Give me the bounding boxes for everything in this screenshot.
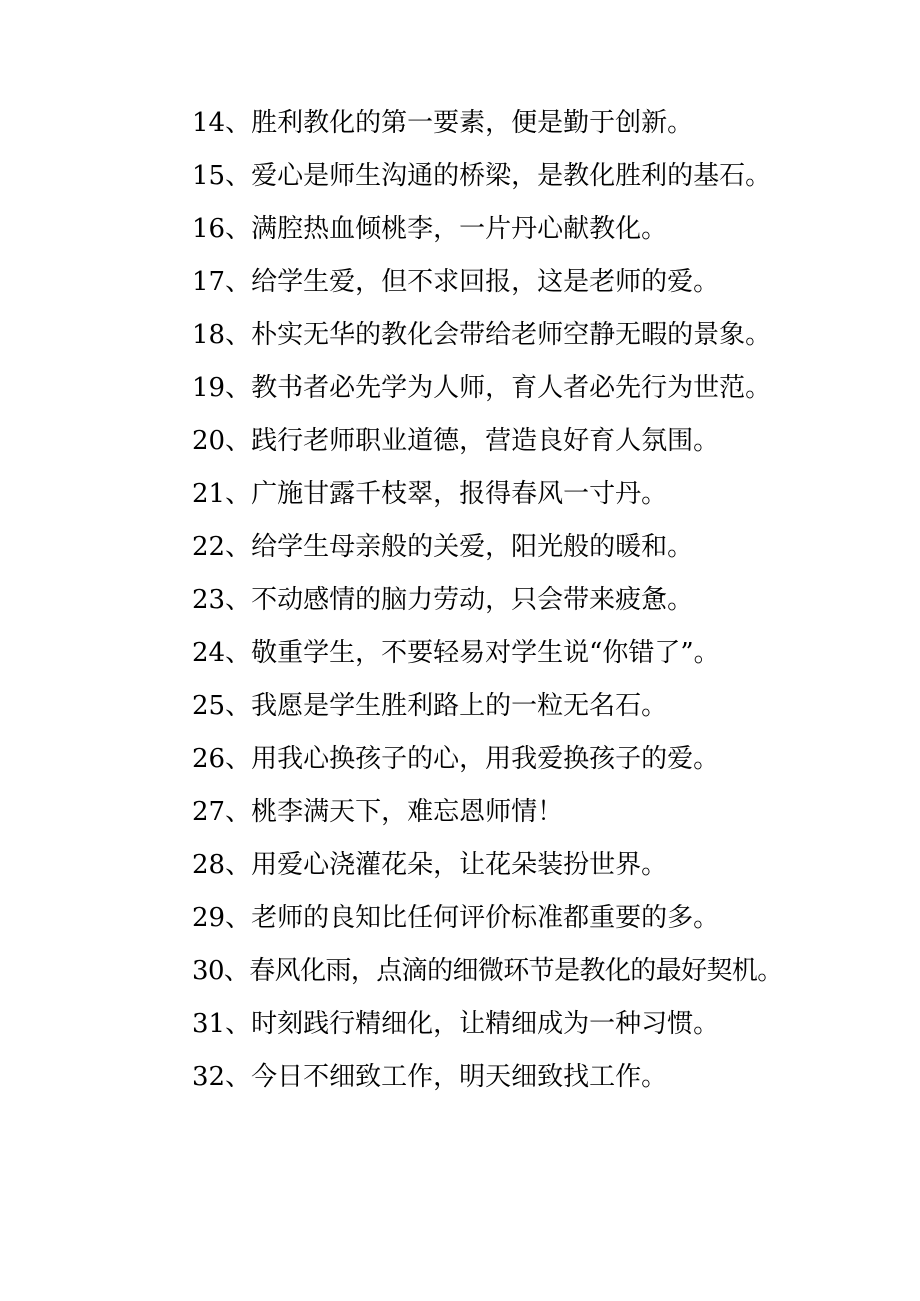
paragraph-31: 31、时刻践行精细化，让精细成为一种习惯。 <box>192 1009 720 1039</box>
paragraph-28: 28、用爱心浇灌花朵，让花朵装扮世界。 <box>192 850 668 880</box>
paragraph-17: 17、给学生爱，但不求回报，这是老师的爱。 <box>192 267 720 297</box>
document-body <box>136 97 816 1104</box>
paragraph-23: 23、不动感情的脑力劳动，只会带来疲惫。 <box>192 585 694 615</box>
paragraph-14: 14、胜利教化的第一要素，便是勤于创新。 <box>192 108 694 138</box>
paragraph-26: 26、用我心换孩子的心，用我爱换孩子的爱。 <box>192 744 720 774</box>
paragraph-32: 32、今日不细致工作，明天细致找工作。 <box>192 1062 668 1092</box>
paragraph-29: 29、老师的良知比任何评价标准都重要的多。 <box>192 903 720 933</box>
paragraph-20: 20、践行老师职业道德，营造良好育人氛围。 <box>192 426 720 456</box>
paragraph-24: 24、敬重学生，不要轻易对学生说“你错了”。 <box>192 638 720 668</box>
paragraph-21: 21、广施甘露千枝翠，报得春风一寸丹。 <box>192 479 668 509</box>
paragraph-30: 30、春风化雨，点滴的细微环节是教化的最好契机。 <box>192 956 783 986</box>
paragraph-19: 19、教书者必先学为人师，育人者必先行为世范。 <box>192 373 772 403</box>
paragraph-25: 25、我愿是学生胜利路上的一粒无名石。 <box>192 691 668 721</box>
paragraph-27: 27、桃李满天下，难忘恩师情！ <box>192 797 564 827</box>
paragraph-15: 15、爱心是师生沟通的桥梁，是教化胜利的基石。 <box>192 161 772 191</box>
paragraph-18: 18、朴实无华的教化会带给老师空静无暇的景象。 <box>192 320 772 350</box>
paragraph-16: 16、满腔热血倾桃李，一片丹心献教化。 <box>192 214 668 244</box>
paragraph-22: 22、给学生母亲般的关爱，阳光般的暖和。 <box>192 532 694 562</box>
